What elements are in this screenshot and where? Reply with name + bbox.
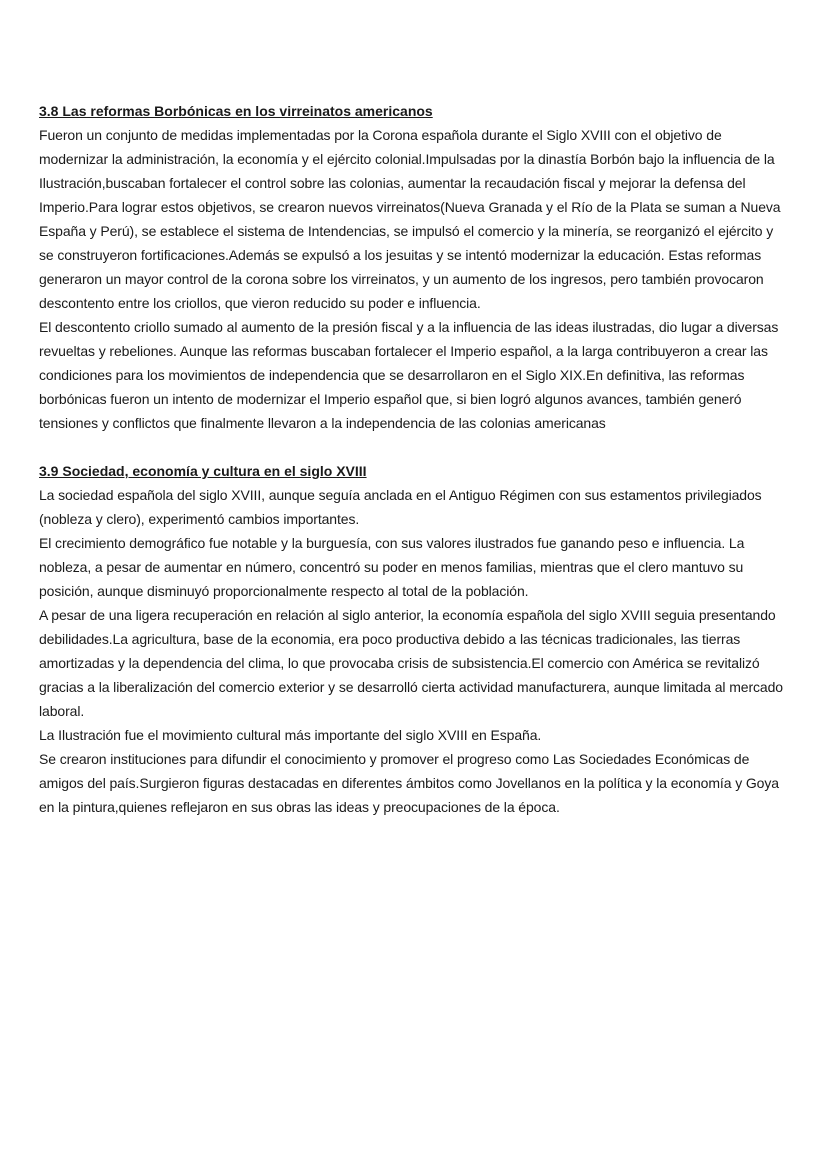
paragraph: La Ilustración fue el movimiento cultural más importante del siglo XVIII en España. <box>39 727 542 743</box>
paragraph: El crecimiento demográfico fue notable y la burguesía, con sus valores ilustrados fue ganando peso e influencia. La nobleza, a pesar de aumentar en número, concentró su poder en menos familias, mientras que el clero mantuvo su posición, aunque disminuyó proporcionalmente respecto al total de la población. <box>39 535 745 599</box>
section-reformas-borbonicas <box>39 99 791 435</box>
paragraph: Fueron un conjunto de medidas implementadas por la Corona española durante el Siglo XVIII con el objetivo de modernizar la administración, la economía y el ejército colonial.Impulsadas por la dinastía Borbón bajo la influencia de la Ilustración,buscaban fortalecer el control sobre las colonias, aumentar la recaudación fiscal y mejorar la defensa del Imperio.Para lograr estos objetivos, se crearon nuevos virreinatos(Nueva Granada y el Río de la Plata se suman a Nueva España y Perú), se establece el sistema de Intendencias, se impulsó el comercio y la minería, se reorganizó el ejército y se construyeron fortificaciones.Además se expulsó a los jesuitas y se intentó modernizar la educación. Estas reformas generaron un mayor control de la corona sobre los virreinatos, y un aumento de los ingresos, pero también provocaron descontento entre los criollos, que vieron reducido su poder e influencia. <box>39 127 781 311</box>
paragraph: El descontento criollo sumado al aumento de la presión fiscal y a la influencia de las ideas ilustradas, dio lugar a diversas revueltas y rebeliones. Aunque las reformas buscaban fortalecer el Imperio español, a la larga contribuyeron a crear las condiciones para los movimientos de independencia que se desarrollaron en el Siglo XIX.En definitiva, las reformas borbónicas fueron un intento de modernizar el Imperio español que, si bien logró algunos avances, también generó tensiones y conflictos que finalmente llevaron a la independencia de las colonias americanas <box>39 319 779 431</box>
paragraph: Se crearon instituciones para difundir el conocimiento y promover el progreso como Las Sociedades Económicas de amigos del país.Surgieron figuras destacadas en diferentes ámbitos como Jovellanos en la política y la economía y Goya en la pintura,quienes reflejaron en sus obras las ideas y preocupaciones de la época. <box>39 751 779 815</box>
paragraph: La sociedad española del siglo XVIII, aunque seguía anclada en el Antiguo Régimen con sus estamentos privilegiados (nobleza y clero), experimentó cambios importantes. <box>39 487 762 527</box>
document-page <box>39 99 791 819</box>
section-heading: 3.8 Las reformas Borbónicas en los virreinatos americanos <box>39 103 433 119</box>
section-heading: 3.9 Sociedad, economía y cultura en el siglo XVIII <box>39 463 367 479</box>
section-sociedad-economia-cultura <box>39 459 791 819</box>
paragraph: A pesar de una ligera recuperación en relación al siglo anterior, la economía española del siglo XVIII seguia presentando debilidades.La agricultura, base de la economia, era poco productiva debido a las técnicas tradicionales, las tierras amortizadas y la dependencia del clima, lo que provocaba crisis de subsistencia.El comercio con América se revitalizó gracias a la liberalización del comercio exterior y se desarrolló cierta actividad manufacturera, aunque limitada al mercado laboral. <box>39 607 783 719</box>
